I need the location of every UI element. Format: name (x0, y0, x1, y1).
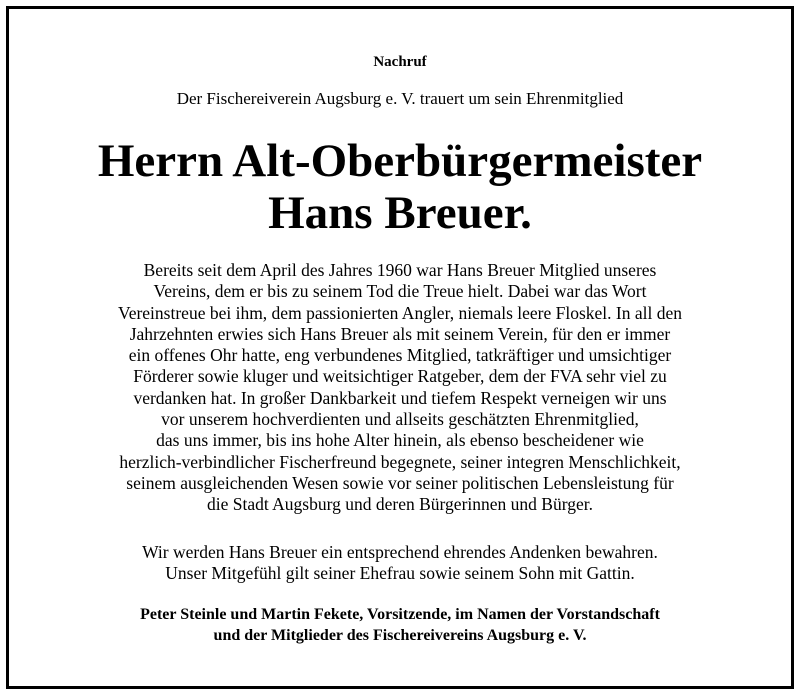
notice-kicker: Nachruf (373, 54, 427, 70)
body-line: ein offenes Ohr hatte, eng verbundenes Mitglied, tatkräftiger und umsichtiger (128, 345, 672, 366)
body-line: die Stadt Augsburg und deren Bürgerinnen und Bürger. (207, 494, 593, 515)
body-line: herzlich-verbindlicher Fischerfreund begegnete, seiner integren Menschlichkeit, (119, 451, 681, 472)
headline-line: Hans Breuer. (268, 187, 532, 239)
notice-intro: Der Fischereiverein Augsburg e. V. trauert um sein Ehrenmitglied (176, 89, 624, 108)
notice-headline (0, 135, 800, 239)
notice-signature (30, 604, 770, 646)
body-line: seinem ausgleichenden Wesen sowie vor seiner politischen Lebensleistung für (126, 472, 674, 493)
notice-closing (30, 542, 770, 585)
signature-line: und der Mitglieder des Fischereivereins Augsburg e. V. (213, 627, 587, 644)
notice-body (30, 260, 770, 516)
headline-line: Herrn Alt-Oberbürgermeister (97, 135, 703, 187)
body-line: das uns immer, bis ins hohe Alter hinein, als ebenso bescheidener wie (156, 430, 644, 451)
body-line: verdanken hat. In großer Dankbarkeit und tiefem Respekt verneigen wir uns (133, 387, 667, 408)
body-line: Bereits seit dem April des Jahres 1960 war Hans Breuer Mitglied unseres (143, 260, 657, 280)
body-line: Jahrzehnten erwies sich Hans Breuer als mit seinem Verein, für den er immer (129, 323, 671, 344)
body-line: vor unserem hochverdienten und allseits geschätzten Ehrenmitglied, (161, 409, 639, 430)
body-line: Vereins, dem er bis zu seinem Tod die Treue hielt. Dabei war das Wort (153, 281, 647, 302)
closing-line: Unser Mitgefühl gilt seiner Ehefrau sowie seinem Sohn mit Gattin. (165, 563, 635, 584)
body-line: Vereinstreue bei ihm, dem passionierten Angler, niemals leere Floskel. In all den (118, 302, 682, 323)
signature-line: Peter Steinle und Martin Fekete, Vorsitzende, im Namen der Vorstandschaft (140, 606, 660, 623)
closing-line: Wir werden Hans Breuer ein entsprechend ehrendes Andenken bewahren. (142, 542, 658, 562)
body-line: Förderer sowie kluger und weitsichtiger Ratgeber, dem der FVA sehr viel zu (133, 366, 667, 387)
